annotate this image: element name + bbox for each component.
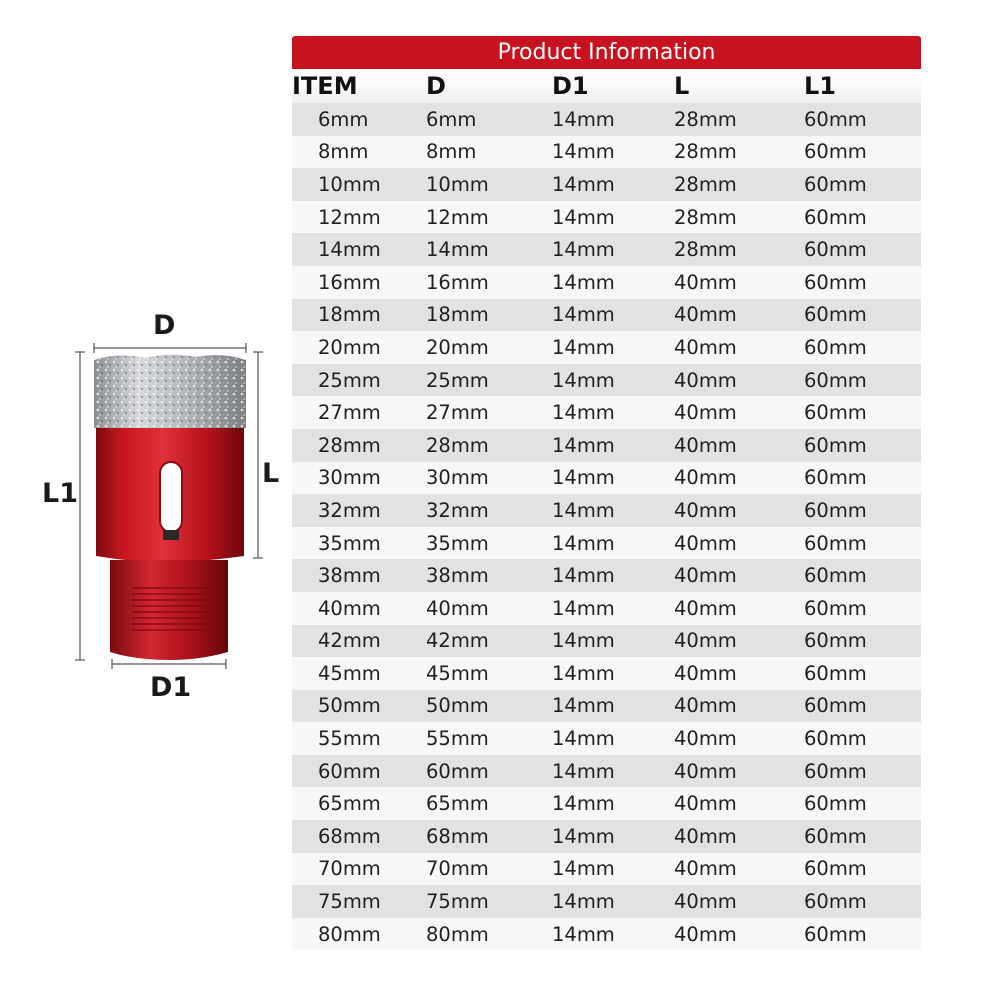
table-cell: 32mm bbox=[292, 494, 426, 527]
table-cell: 14mm bbox=[552, 787, 674, 820]
table-cell: 14mm bbox=[552, 820, 674, 853]
table-row bbox=[292, 136, 921, 169]
table-cell: 10mm bbox=[426, 168, 552, 201]
table-cell: 60mm bbox=[804, 233, 921, 266]
table-cell: 40mm bbox=[674, 559, 804, 592]
table-cell: 40mm bbox=[674, 331, 804, 364]
table-cell: 18mm bbox=[292, 299, 426, 332]
table-cell: 50mm bbox=[426, 690, 552, 723]
table-cell: 55mm bbox=[426, 722, 552, 755]
table-cell: 30mm bbox=[292, 462, 426, 495]
table-row bbox=[292, 592, 921, 625]
table-cell: 14mm bbox=[552, 722, 674, 755]
table-cell: 14mm bbox=[552, 918, 674, 951]
table-cell: 40mm bbox=[674, 820, 804, 853]
table-cell: 38mm bbox=[426, 559, 552, 592]
table-cell: 60mm bbox=[804, 690, 921, 723]
table-row bbox=[292, 625, 921, 658]
table-cell: 14mm bbox=[552, 527, 674, 560]
table-cell: 12mm bbox=[426, 201, 552, 234]
table-cell: 68mm bbox=[426, 820, 552, 853]
product-illustration bbox=[0, 0, 290, 1000]
table-cell: 80mm bbox=[426, 918, 552, 951]
table-cell: 60mm bbox=[804, 429, 921, 462]
table-cell: 60mm bbox=[804, 787, 921, 820]
table-cell: 32mm bbox=[426, 494, 552, 527]
table-cell: 14mm bbox=[552, 592, 674, 625]
table-cell: 75mm bbox=[292, 885, 426, 918]
table-cell: 35mm bbox=[292, 527, 426, 560]
table-cell: 60mm bbox=[804, 722, 921, 755]
table-cell: 40mm bbox=[674, 266, 804, 299]
table-cell: 40mm bbox=[674, 853, 804, 886]
table-cell: 40mm bbox=[674, 364, 804, 397]
table-cell: 45mm bbox=[292, 657, 426, 690]
table-cell: 28mm bbox=[674, 136, 804, 169]
table-cell: 28mm bbox=[292, 429, 426, 462]
table-cell: 60mm bbox=[804, 266, 921, 299]
table-body bbox=[292, 103, 921, 950]
table-row bbox=[292, 527, 921, 560]
table-cell: 28mm bbox=[674, 233, 804, 266]
table-cell: 8mm bbox=[426, 136, 552, 169]
table-cell: 60mm bbox=[804, 136, 921, 169]
table-cell: 40mm bbox=[674, 787, 804, 820]
product-information-table bbox=[292, 36, 921, 950]
table-row bbox=[292, 722, 921, 755]
table-cell: 55mm bbox=[292, 722, 426, 755]
table-cell: 40mm bbox=[674, 299, 804, 332]
table-cell: 14mm bbox=[552, 625, 674, 658]
table-cell: 20mm bbox=[426, 331, 552, 364]
table-row bbox=[292, 885, 921, 918]
table-cell: 60mm bbox=[804, 462, 921, 495]
table-cell: 60mm bbox=[804, 396, 921, 429]
table-cell: 14mm bbox=[552, 364, 674, 397]
table-cell: 14mm bbox=[552, 657, 674, 690]
table-cell: 40mm bbox=[674, 396, 804, 429]
table-cell: 10mm bbox=[292, 168, 426, 201]
table-cell: 60mm bbox=[804, 625, 921, 658]
table-cell: 14mm bbox=[552, 299, 674, 332]
table-cell: 60mm bbox=[804, 592, 921, 625]
table-cell: 28mm bbox=[674, 201, 804, 234]
table-cell: 40mm bbox=[674, 592, 804, 625]
table-row bbox=[292, 299, 921, 332]
table-row bbox=[292, 168, 921, 201]
table-row bbox=[292, 918, 921, 951]
table-cell: 20mm bbox=[292, 331, 426, 364]
table-cell: 60mm bbox=[804, 299, 921, 332]
column-header-l1: L1 bbox=[804, 69, 921, 103]
table-row bbox=[292, 429, 921, 462]
dimension-label-l1: L1 bbox=[42, 478, 78, 509]
table-cell: 60mm bbox=[804, 853, 921, 886]
table-cell: 27mm bbox=[426, 396, 552, 429]
table-cell: 8mm bbox=[292, 136, 426, 169]
table-row bbox=[292, 103, 921, 136]
table-cell: 40mm bbox=[674, 690, 804, 723]
table-row bbox=[292, 396, 921, 429]
table-cell: 40mm bbox=[674, 657, 804, 690]
table-cell: 60mm bbox=[804, 527, 921, 560]
table-cell: 6mm bbox=[292, 103, 426, 136]
dimension-label-d1: D1 bbox=[150, 672, 192, 703]
table-cell: 40mm bbox=[674, 527, 804, 560]
table-cell: 35mm bbox=[426, 527, 552, 560]
table-cell: 28mm bbox=[674, 168, 804, 201]
table-cell: 14mm bbox=[552, 233, 674, 266]
table-row bbox=[292, 787, 921, 820]
table-cell: 14mm bbox=[552, 559, 674, 592]
table-cell: 16mm bbox=[292, 266, 426, 299]
table-cell: 25mm bbox=[426, 364, 552, 397]
table-cell: 68mm bbox=[292, 820, 426, 853]
table-cell: 60mm bbox=[804, 755, 921, 788]
table-cell: 60mm bbox=[804, 559, 921, 592]
table-cell: 60mm bbox=[804, 103, 921, 136]
column-header-d1: D1 bbox=[552, 69, 674, 103]
table-header-row bbox=[292, 69, 921, 103]
table-cell: 75mm bbox=[426, 885, 552, 918]
dimension-label-l: L bbox=[262, 458, 280, 489]
table-row bbox=[292, 266, 921, 299]
table-row bbox=[292, 820, 921, 853]
table-row bbox=[292, 657, 921, 690]
table-cell: 60mm bbox=[804, 657, 921, 690]
table-cell: 18mm bbox=[426, 299, 552, 332]
table-cell: 30mm bbox=[426, 462, 552, 495]
table-cell: 38mm bbox=[292, 559, 426, 592]
table-cell: 60mm bbox=[426, 755, 552, 788]
table-cell: 16mm bbox=[426, 266, 552, 299]
table-cell: 42mm bbox=[292, 625, 426, 658]
table-row bbox=[292, 853, 921, 886]
bit-shank bbox=[110, 560, 228, 660]
table-cell: 60mm bbox=[804, 168, 921, 201]
table-cell: 40mm bbox=[292, 592, 426, 625]
table-cell: 14mm bbox=[292, 233, 426, 266]
column-header-l: L bbox=[674, 69, 804, 103]
table-cell: 60mm bbox=[804, 201, 921, 234]
table-row bbox=[292, 690, 921, 723]
table-cell: 14mm bbox=[552, 853, 674, 886]
table-cell: 6mm bbox=[426, 103, 552, 136]
table-cell: 40mm bbox=[674, 755, 804, 788]
table-cell: 14mm bbox=[552, 690, 674, 723]
table-cell: 14mm bbox=[552, 331, 674, 364]
table-cell: 14mm bbox=[552, 755, 674, 788]
table-row bbox=[292, 233, 921, 266]
table-cell: 25mm bbox=[292, 364, 426, 397]
table-cell: 40mm bbox=[674, 494, 804, 527]
table-cell: 14mm bbox=[426, 233, 552, 266]
table-cell: 70mm bbox=[426, 853, 552, 886]
table-cell: 14mm bbox=[552, 136, 674, 169]
table-cell: 14mm bbox=[552, 266, 674, 299]
table-cell: 70mm bbox=[292, 853, 426, 886]
table-cell: 40mm bbox=[674, 462, 804, 495]
table-cell: 14mm bbox=[552, 168, 674, 201]
table-row bbox=[292, 364, 921, 397]
table-cell: 60mm bbox=[804, 331, 921, 364]
table-cell: 42mm bbox=[426, 625, 552, 658]
table-cell: 14mm bbox=[552, 103, 674, 136]
table-cell: 40mm bbox=[674, 625, 804, 658]
table-cell: 14mm bbox=[552, 429, 674, 462]
table-cell: 28mm bbox=[674, 103, 804, 136]
table-cell: 65mm bbox=[292, 787, 426, 820]
table-cell: 60mm bbox=[292, 755, 426, 788]
column-header-d: D bbox=[426, 69, 552, 103]
table-row bbox=[292, 462, 921, 495]
table-row bbox=[292, 755, 921, 788]
table-cell: 60mm bbox=[804, 494, 921, 527]
table-cell: 14mm bbox=[552, 396, 674, 429]
table-title-banner: Product Information bbox=[292, 36, 921, 69]
dimension-label-d: D bbox=[153, 310, 176, 341]
table-row bbox=[292, 331, 921, 364]
table-cell: 40mm bbox=[674, 429, 804, 462]
table-cell: 65mm bbox=[426, 787, 552, 820]
table-cell: 60mm bbox=[804, 364, 921, 397]
table-cell: 50mm bbox=[292, 690, 426, 723]
table-cell: 40mm bbox=[674, 918, 804, 951]
table-cell: 14mm bbox=[552, 462, 674, 495]
table-cell: 28mm bbox=[426, 429, 552, 462]
table-row bbox=[292, 559, 921, 592]
table-cell: 14mm bbox=[552, 885, 674, 918]
slot-window bbox=[160, 462, 182, 532]
table-cell: 14mm bbox=[552, 494, 674, 527]
table-row bbox=[292, 494, 921, 527]
table-cell: 80mm bbox=[292, 918, 426, 951]
table-cell: 45mm bbox=[426, 657, 552, 690]
table-cell: 40mm bbox=[674, 722, 804, 755]
table-cell: 40mm bbox=[426, 592, 552, 625]
table-cell: 60mm bbox=[804, 918, 921, 951]
table-cell: 14mm bbox=[552, 201, 674, 234]
table-cell: 12mm bbox=[292, 201, 426, 234]
table-cell: 27mm bbox=[292, 396, 426, 429]
table-cell: 40mm bbox=[674, 885, 804, 918]
table-cell: 60mm bbox=[804, 885, 921, 918]
column-header-item: ITEM bbox=[292, 69, 426, 103]
table-row bbox=[292, 201, 921, 234]
table-cell: 60mm bbox=[804, 820, 921, 853]
